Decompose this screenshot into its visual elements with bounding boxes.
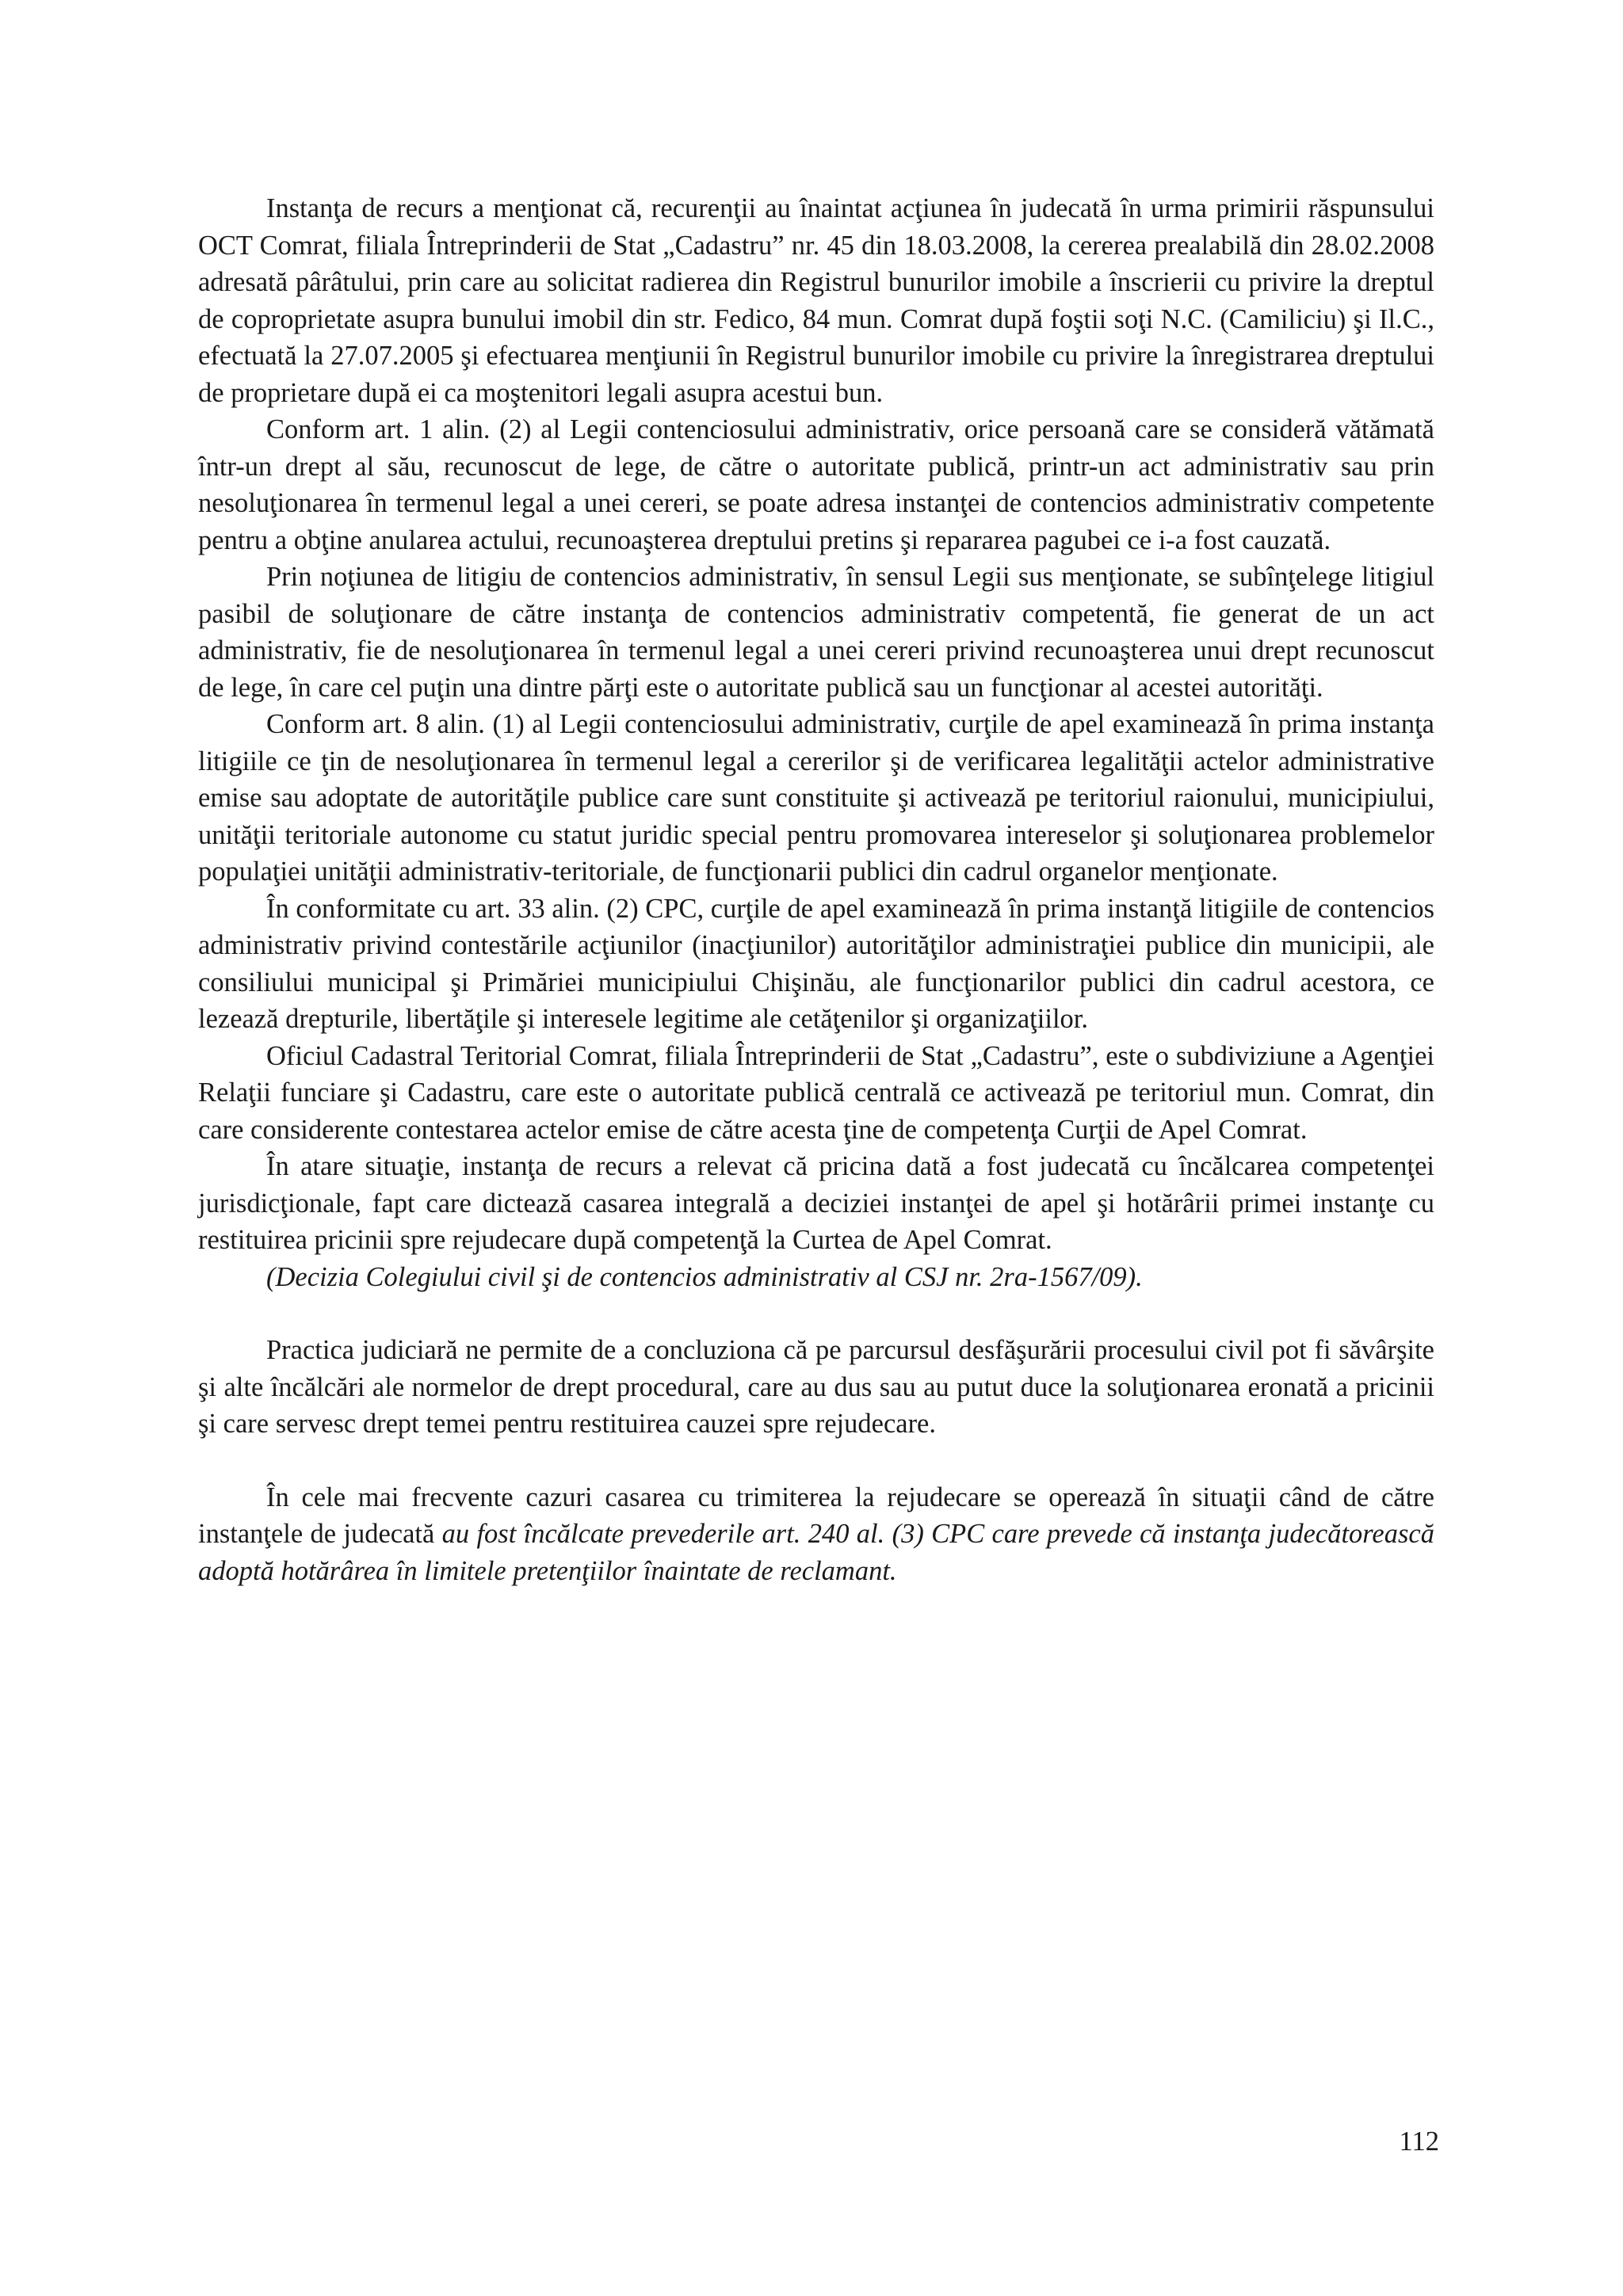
paragraph-frequent-cases xyxy=(198,1479,1434,1590)
citation-decision: (Decizia Colegiului civil şi de contencios administrativ al CSJ nr. 2ra-1567/09). xyxy=(266,1261,1143,1292)
paragraph-art-8: Conform art. 8 alin. (1) al Legii contenciosului administrativ, curţile de apel examinează în prima instanţa litigiile ce ţin de nesoluţionarea în termenul legal a cererilor şi de verificarea legalităţii actelor administrative emise sau adoptate de autorităţile publice care sunt constituite şi activează pe teritoriul raionului, municipiului, unităţii teritoriale autonome cu statut juridic special pentru promovarea intereselor şi soluţionarea problemelor populaţiei unităţii administrativ-teritoriale, de funcţionarii publici din cadrul organelor menţionate. xyxy=(198,709,1434,887)
page-number: 112 xyxy=(1399,2126,1439,2157)
paragraph-recurs-instance: Instanţa de recurs a menţionat că, recurenţii au înaintat acţiunea în judecată în urma primirii răspunsului OCT Comrat, filiala Întreprinderii de Stat „Cadastru” nr. 45 din 18.03.2008, la cererea prealabilă din 28.02.2008 adresată pârâtului, prin care au solicitat radierea din Registrul bunurilor imobile a înscrierii cu privire la dreptul de coproprietate asupra bunului imobil din str. Fedico, 84 mun. Comrat după foştii soţi N.C. (Camiliciu) şi Il.C., efectuată la 27.07.2005 şi efectuarea menţiunii în Registrul bunurilor imobile cu privire la înregistrarea dreptului de proprietare după ei ca moştenitori legali asupra acestui bun. xyxy=(198,193,1434,408)
paragraph-oficiul-cadastral: Oficiul Cadastral Teritorial Comrat, filiala Întreprinderii de Stat „Cadastru”, este o subdiviziune a Agenţiei Relaţii funciare şi Cadastru, care este o autoritate publică centrală ce activează pe teritoriul mun. Comrat, din care considerente contestarea actelor emise de către acesta ţine de competenţa Curţii de Apel Comrat. xyxy=(198,1040,1434,1145)
paragraph-art-33: În conformitate cu art. 33 alin. (2) CPC, curţile de apel examinează în prima instanţă litigiile de contencios administrativ privind contestările acţiunilor (inacţiunilor) autorităţilor administraţiei publice din municipii, ale consiliului municipal şi Primăriei municipiului Chişinău, ale funcţionarilor publici din cadrul acestora, ce lezează drepturile, libertăţile şi interesele legitime ale cetăţenilor şi organizaţiilor. xyxy=(198,893,1434,1034)
paragraph-atare-situatie: În atare situaţie, instanţa de recurs a relevat că pricina dată a fost judecată cu încălcarea competenţei jurisdicţionale, fapt care dictează casarea integrală a deciziei instanţei de apel şi hotărârii primei instanţe cu restituirea pricinii spre rejudecare după competenţă la Curtea de Apel Comrat. xyxy=(198,1151,1434,1255)
paragraph-practica-judiciara: Practica judiciară ne permite de a concluziona că pe parcursul desfăşurării procesului civil pot fi săvârşite şi alte încălcări ale normelor de drept procedural, care au dus sau au putut duce la soluţionarea eronată a pricinii şi care servesc drept temei pentru restituirea cauzei spre rejudecare. xyxy=(198,1335,1434,1439)
frequent-cases-lead: În cele mai frecvente cazuri casarea cu trimiterea la rejudecare se operează în situaţii când de către instanţele de judecată xyxy=(198,1482,1434,1549)
paragraph-art-1: Conform art. 1 alin. (2) al Legii contenciosului administrativ, orice persoană care se consideră vătămată într-un drept al său, recunoscut de lege, de către o autoritate publică, printr-un act administrativ sau prin nesoluţionarea în termenul legal a unei cereri, se poate adresa instanţei de contencios administrativ competente pentru a obţine anularea actului, recunoaşterea dreptului pretins şi repararea pagubei ce i-a fost cauzată. xyxy=(198,414,1434,555)
frequent-cases-emphasis: au fost încălcate prevederile art. 240 al. (3) CPC care prevede că instanţa judecătorească adoptă hotărârea în limitele pretenţiilor înaintate de reclamant. xyxy=(198,1519,1434,1586)
paragraph-litigiu-notion: Prin noţiunea de litigiu de contencios administrativ, în sensul Legii sus menţionate, se subînţelege litigiul pasibil de soluţionare de către instanţa de contencios administrativ competentă, fie generat de un act administrativ, fie de nesoluţionarea în termenul legal a unei cereri privind recunoaşterea unui drept recunoscut de lege, în care cel puţin una dintre părţi este o autoritate publică sau un funcţionar al acestei autorităţi. xyxy=(198,562,1434,703)
document-body xyxy=(198,190,1434,1589)
